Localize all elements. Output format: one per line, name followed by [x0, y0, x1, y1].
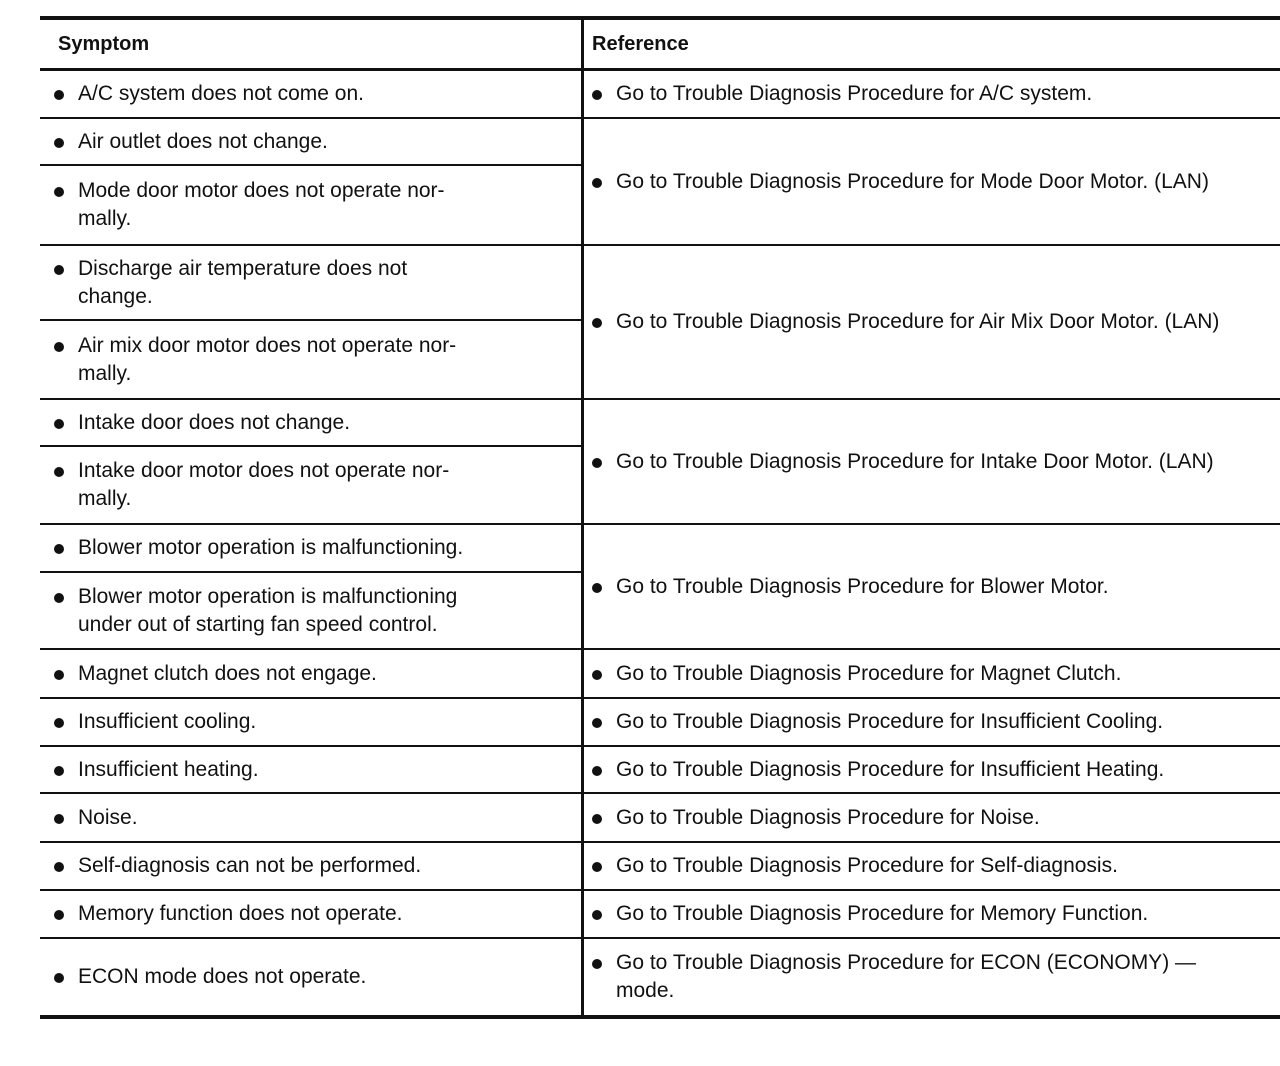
reference-text: Go to Trouble Diagnosis Procedure for Noise.	[616, 805, 1040, 829]
symptom-cell	[40, 747, 581, 792]
bullet-icon	[54, 138, 64, 148]
reference-cell	[584, 650, 1280, 697]
symptom-text: Air outlet does not change.	[78, 129, 328, 153]
symptom-text: Magnet clutch does not engage.	[78, 661, 377, 685]
reference-text: Go to Trouble Diagnosis Procedure for Intake Door Motor. (LAN)	[616, 449, 1214, 473]
symptom-cell	[40, 794, 581, 841]
bullet-icon	[54, 670, 64, 680]
bullet-icon	[592, 583, 602, 593]
reference-cell	[584, 747, 1280, 792]
reference-text: Go to Trouble Diagnosis Procedure for Insufficient Heating.	[616, 757, 1165, 781]
bullet-icon	[592, 910, 602, 920]
reference-cell	[584, 71, 1280, 117]
symptom-text: Discharge air temperature does not change.	[78, 256, 408, 308]
bullet-icon	[54, 544, 64, 554]
symptom-cell	[40, 843, 581, 889]
symptom-cell	[40, 573, 581, 648]
bullet-icon	[592, 178, 602, 188]
bullet-icon	[592, 90, 602, 100]
bullet-icon	[54, 90, 64, 100]
bullet-icon	[54, 342, 64, 352]
symptom-cell	[40, 891, 581, 937]
bullet-icon	[592, 318, 602, 328]
symptom-cell	[40, 939, 581, 1015]
reference-text: Go to Trouble Diagnosis Procedure for Mode Door Motor. (LAN)	[616, 169, 1209, 193]
bullet-icon	[54, 187, 64, 197]
bullet-icon	[54, 265, 64, 275]
symptom-cell	[40, 650, 581, 697]
bullet-icon	[54, 593, 64, 603]
symptom-text: Insufficient heating.	[78, 757, 259, 781]
symptom-cell	[40, 166, 581, 244]
reference-text: Go to Trouble Diagnosis Procedure for Air Mix Door Motor. (LAN)	[616, 310, 1220, 333]
symptom-cell	[40, 119, 581, 164]
symptom-text: Memory function does not operate.	[78, 902, 403, 925]
symptom-text: A/C system does not come on.	[78, 82, 364, 105]
bullet-icon	[54, 973, 64, 983]
bullet-icon	[592, 862, 602, 872]
bullet-icon	[54, 467, 64, 477]
bullet-icon	[592, 718, 602, 728]
bullet-icon	[54, 862, 64, 872]
reference-cell	[584, 939, 1280, 1015]
reference-header	[584, 20, 1280, 68]
symptom-text: ECON mode does not operate.	[78, 965, 367, 988]
reference-text: Go to Trouble Diagnosis Procedure for ECON (ECONOMY) — mode.	[616, 951, 1197, 1002]
reference-text: Go to Trouble Diagnosis Procedure for Blower Motor.	[616, 574, 1109, 598]
reference-text: Go to Trouble Diagnosis Procedure for Insufficient Cooling.	[616, 710, 1164, 733]
symptom-cell	[40, 71, 581, 117]
symptom-text: Noise.	[78, 805, 138, 829]
reference-text: Go to Trouble Diagnosis Procedure for Memory Function.	[616, 902, 1149, 925]
bullet-icon	[54, 910, 64, 920]
bullet-icon	[592, 959, 602, 969]
reference-header-label: Reference	[592, 32, 689, 55]
reference-cell	[584, 794, 1280, 841]
symptom-text: Mode door motor does not operate nor- mally.	[78, 179, 445, 230]
bullet-icon	[592, 670, 602, 680]
reference-cell	[584, 699, 1280, 745]
reference-cell	[584, 891, 1280, 937]
symptom-cell	[40, 246, 581, 319]
symptom-cell	[40, 699, 581, 745]
bullet-icon	[592, 766, 602, 776]
symptom-header	[40, 20, 581, 68]
bullet-icon	[54, 718, 64, 728]
symptom-header-label: Symptom	[58, 32, 150, 55]
symptom-cell	[40, 400, 581, 445]
symptom-text: Blower motor operation is malfunctioning under out of starting fan speed control.	[78, 584, 458, 636]
table-bottom-rule	[40, 1015, 1280, 1019]
symptom-text: Insufficient cooling.	[78, 710, 257, 733]
symptom-cell	[40, 321, 581, 398]
reference-cell	[584, 400, 1280, 523]
bullet-icon	[54, 814, 64, 824]
bullet-icon	[592, 458, 602, 468]
bullet-icon	[54, 419, 64, 429]
bullet-icon	[54, 766, 64, 776]
reference-cell	[584, 246, 1280, 398]
reference-text: Go to Trouble Diagnosis Procedure for Magnet Clutch.	[616, 661, 1122, 685]
symptom-text: Intake door does not change.	[78, 410, 351, 434]
reference-cell	[584, 119, 1280, 244]
reference-text: Go to Trouble Diagnosis Procedure for A/C system.	[616, 82, 1093, 105]
bullet-icon	[592, 814, 602, 824]
symptom-text: Air mix door motor does not operate nor- mally.	[78, 333, 457, 385]
symptom-text: Intake door motor does not operate nor- mally.	[78, 459, 450, 510]
symptom-cell	[40, 447, 581, 523]
symptom-cell	[40, 525, 581, 571]
symptom-text: Blower motor operation is malfunctioning.	[78, 536, 464, 559]
reference-text: Go to Trouble Diagnosis Procedure for Self-diagnosis.	[616, 854, 1118, 877]
reference-cell	[584, 525, 1280, 648]
reference-cell	[584, 843, 1280, 889]
symptom-text: Self-diagnosis can not be performed.	[78, 854, 422, 877]
